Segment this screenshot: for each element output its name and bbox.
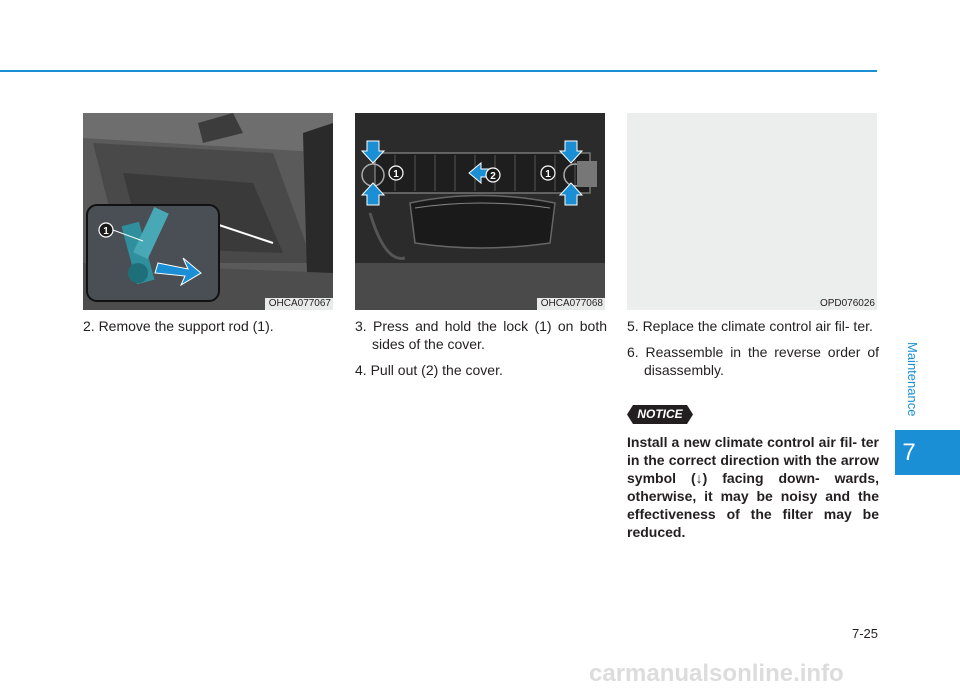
notice-text: Install a new climate control air fil- ter in the correct direction with the arrow symbol (↓) facing down- wards, otherwise, it may be noisy and the effectiveness of the filter may be reduced. xyxy=(627,434,879,540)
callout-2: 2 xyxy=(490,171,496,182)
chapter-tab xyxy=(895,430,960,475)
figure-code: OHCA077067 xyxy=(265,298,333,310)
figure-code: OPD076026 xyxy=(819,298,875,309)
chapter-number: 7 xyxy=(902,439,916,466)
step-3: 3. Press and hold the lock (1) on both sides of the cover. xyxy=(355,318,607,352)
step-5: 5. Replace the climate control air fil- ter. xyxy=(627,318,873,334)
page-number: 7-25 xyxy=(851,626,878,641)
header-rule xyxy=(0,70,877,72)
notice-label: NOTICE xyxy=(637,407,683,421)
step-2: 2. Remove the support rod (1). xyxy=(83,318,274,334)
notice-badge xyxy=(627,405,693,424)
step-6: 6. Reassemble in the reverse order of disassembly. xyxy=(627,344,879,378)
column-1 xyxy=(83,317,335,343)
callout-1-left: 1 xyxy=(393,169,399,180)
callout-1-right: 1 xyxy=(545,169,551,180)
support-rod-illustration xyxy=(83,113,333,310)
figure-code: OHCA077068 xyxy=(537,298,605,310)
callout-1: 1 xyxy=(103,226,109,237)
column-2 xyxy=(355,317,607,387)
figure-support-rod xyxy=(83,113,333,310)
column-3 xyxy=(627,317,879,387)
watermark: carmanualsonline.info xyxy=(589,660,844,687)
figure-filter xyxy=(627,113,877,310)
cover-lock-illustration xyxy=(355,113,605,310)
step-4: 4. Pull out (2) the cover. xyxy=(355,362,503,378)
section-label: Maintenance xyxy=(905,342,920,417)
figure-cover-lock xyxy=(355,113,605,310)
